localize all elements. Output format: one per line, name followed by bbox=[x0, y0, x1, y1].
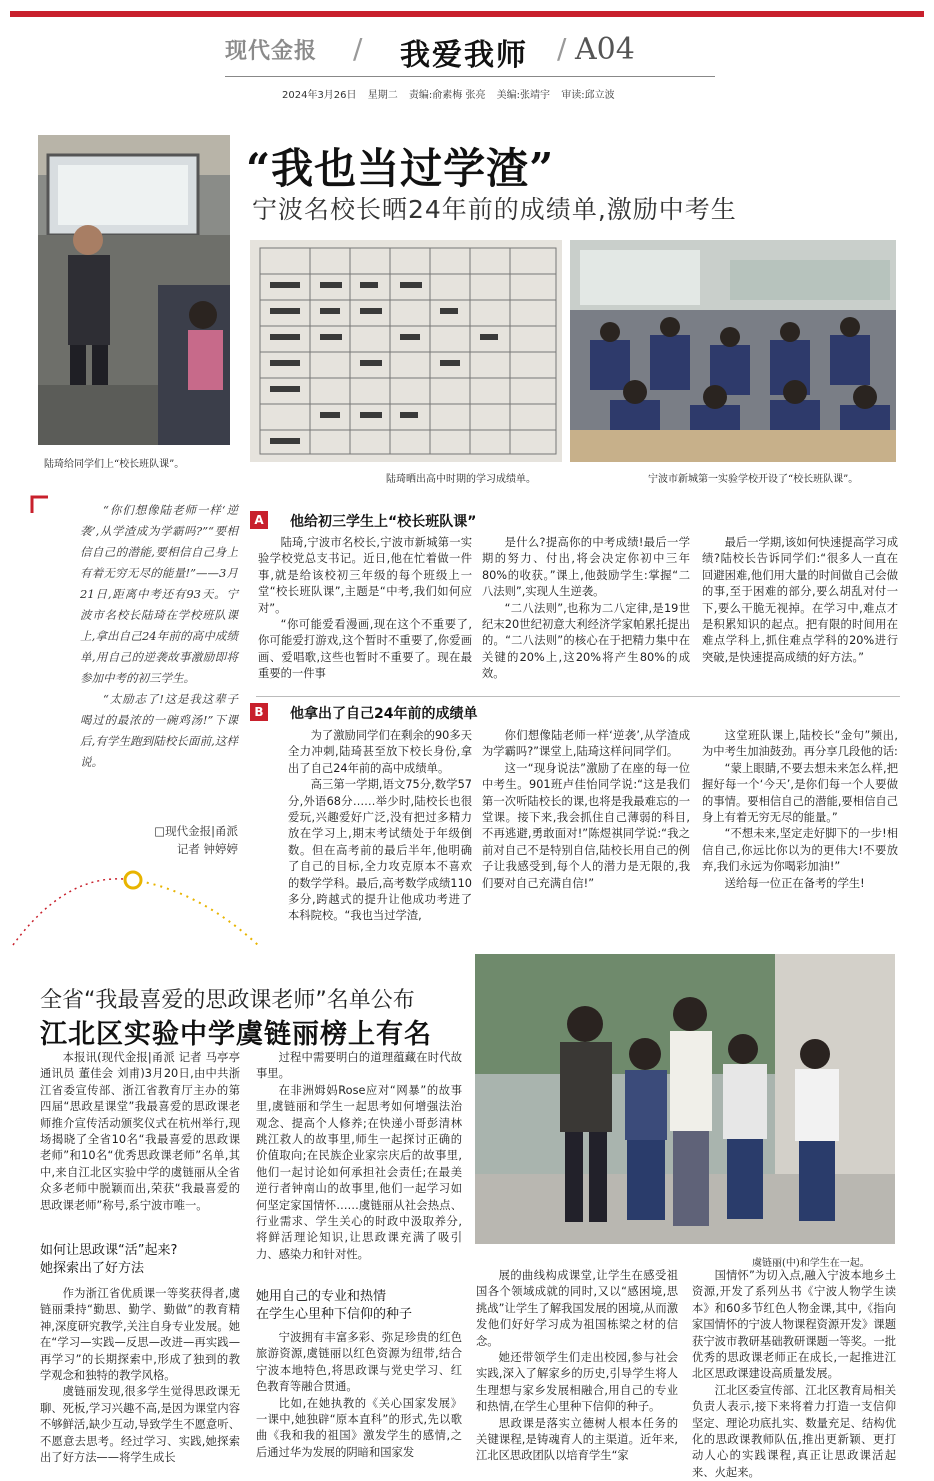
bottom-col1 bbox=[40, 1050, 240, 1214]
teacher-students-image bbox=[475, 954, 895, 1244]
paragraph: 为了激励同学们在剩余的90多天全力冲刺,陆琦甚至放下校长身份,拿出了自己24年前的高中成绩单。 bbox=[288, 729, 472, 775]
bottom-subheadline: 全省“我最喜爱的思政课老师”名单公布 bbox=[40, 988, 415, 1013]
paragraph: 她还带领学生们走出校园,参与社会实践,深入了解家乡的历史,引导学生将人生理想与家乡发展相融合,用自己的专业和热情,在学生心里种下信仰的种子。 bbox=[476, 1351, 678, 1414]
teacher-students-photo bbox=[475, 954, 895, 1244]
bottom-sub2-line1: 她用自己的专业和热情 bbox=[256, 1289, 387, 1304]
paragraph: 高三第一学期,语文75分,数学57分,外语68分……举少时,陆校长也很爱玩,兴趣爱好广泛,没有把过多精力放在学习上,期末考试绩处于年级倒数。但在高考前的最后半年,他明确了自己的目标,全力攻克原本不喜欢的数学学科。最后,高考数学成绩110多分,跨越式的提升让他成功考进了本科院校。“我也当过学渣, bbox=[288, 778, 472, 923]
section-a-mark: A bbox=[250, 511, 268, 529]
section-name: 我爱我师 bbox=[400, 38, 528, 73]
designer: 美编:张靖宇 bbox=[496, 90, 551, 101]
bottom-sub2-line2: 在学生心里种下信仰的种子 bbox=[256, 1307, 413, 1322]
paragraph: “二八法则”,也称为二八定律,是19世纪末20世纪初意大利经济学家帕累托提出的。“二八法则”的核心在于把精力集中在关键的20%上,这20%将产生80%的成效。 bbox=[482, 601, 690, 681]
classroom-caption: 宁波市新城第一实验学校开设了“校长班队课”。 bbox=[648, 474, 859, 485]
weekday: 星期二 bbox=[367, 90, 398, 101]
paragraph: 展的曲线构成课堂,让学生在感受祖国各个领域成就的同时,又以“感困境,思挑战”让学生了解我国发展的困境,从而激发他们好好学习成为祖国栋梁之材的信念。 bbox=[476, 1269, 678, 1348]
credit-outlet: □现代金报|甬派 bbox=[154, 824, 238, 838]
section-a-col2 bbox=[482, 535, 690, 683]
dotted-curve-decoration bbox=[8, 850, 268, 950]
paragraph: “你可能爱看漫画,现在这个不重要了,你可能爱打游戏,这个暂时不重要了,你爱画画、爱唱歌,这些也暂时不重要了。现在最重要的一件事 bbox=[258, 618, 472, 681]
report-card-photo bbox=[250, 240, 562, 462]
masthead-slash: / bbox=[353, 32, 363, 65]
paragraph: 江北区委宣传部、江北区教育局相关负责人表示,接下来将着力打造一支信仰坚定、理论功底扎实、数量充足、结构优化的思政课教师队伍,推出更新颖、更打动人心的实践课程,真正让思政课活起来、火起来。 bbox=[692, 1383, 896, 1479]
subheadline: 宁波名校长晒24年前的成绩单,激励中考生 bbox=[252, 195, 737, 224]
paragraph: 送给每一位正在备考的学生! bbox=[724, 876, 865, 890]
byline bbox=[282, 86, 623, 101]
date: 2024年3月26日 bbox=[282, 90, 357, 101]
paragraph: 虞链丽发现,很多学生觉得思政课无聊、死板,学习兴趣不高,是因为课堂内容不够鲜活,缺少互动,导致学生不愿意听、不愿意去思考。经过学习、实践,她探索出了好方法——将学生成长 bbox=[40, 1385, 240, 1465]
bottom-sub1-line1: 如何让思政课“活”起来? bbox=[40, 1243, 178, 1258]
teacher-photo bbox=[38, 135, 230, 445]
paper-name: 现代金报 bbox=[225, 39, 318, 64]
bottom-photo-caption: 虞链丽(中)和学生在一起。 bbox=[752, 1258, 870, 1269]
paragraph: 过程中需要明白的道理蕴藏在时代故事里。 bbox=[256, 1051, 462, 1081]
pull-quote bbox=[80, 500, 238, 773]
paragraph: 宁波拥有丰富多彩、弥足珍贵的红色旅游资源,虞链丽以红色资源为纽带,结合宁波本地特色,将思政课与党史学习、红色教育等融合贯通。 bbox=[256, 1331, 462, 1394]
paragraph: 陆琦,宁波市名校长,宁波市新城第一实验学校党总支书记。近日,他在忙着做一件事,就是给该校初三年级的每个班级上一堂“校长班队课”,主题是“中考,我们如何应对”。 bbox=[258, 536, 472, 615]
section-a-title: 他给初三学生上“校长班队课” bbox=[290, 514, 477, 530]
paragraph: 在非洲姆妈Rose应对“网暴”的故事里,虞链丽和学生一起思考如何增强法治观念、提高个人修养;在快递小哥彭清林跳江救人的故事里,师生一起探讨正确的价值取向;在民族企业家宗庆后的故事里,他们一起讨论如何承担社会责任;在最美逆行者钟南山的故事里,他们一起学习如何坚定家国情怀……虞链丽从社会热点、行业需求、学生关心的时政中汲取养分,将鲜活理论知识,让思政课充满了吸引力、感染力和针对性。 bbox=[256, 1083, 462, 1261]
paragraph: 本报讯(现代金报|甬派 记者 马亭亭 通讯员 董佳会 刘甫)3月20日,由中共浙江省委宣传部、浙江省教育厅主办的第四届“思政星课堂”我最喜爱的思政课老师推介宣传活动颁奖仪式在杭州举行,现场揭晓了全省10名“我最喜爱的思政课老师”和10名“优秀思政课老师”名单,其中,来自江北区实验中学的虞链丽从全省众多老师中脱颖而出,荣获“我最喜爱的思政课老师”称号,系宁波市唯一。 bbox=[40, 1051, 240, 1212]
paragraph: 你们想像陆老师一样‘逆袭’,从学渣成为学霸吗?”课堂上,陆琦这样问同学们。 bbox=[482, 729, 690, 759]
bottom-headline: 江北区实验中学虞链丽榜上有名 bbox=[40, 1019, 432, 1050]
bottom-col2 bbox=[256, 1050, 462, 1263]
section-a-col3 bbox=[702, 535, 898, 666]
editors: 责编:俞素梅 张亮 bbox=[408, 90, 486, 101]
bottom-sub1 bbox=[40, 1242, 240, 1278]
paragraph: 是什么?提高你的中考成绩!最后一学期的努力、付出,将会决定你初中三年80%的收获。”课上,他鼓励学生:掌握“二八法则”,实现人生逆袭。 bbox=[482, 536, 690, 599]
classroom-image bbox=[570, 240, 896, 462]
classroom-photo bbox=[570, 240, 896, 462]
report-card-image bbox=[250, 240, 562, 462]
teacher-photo-image bbox=[38, 135, 230, 445]
quote-corner-icon bbox=[30, 495, 50, 515]
bottom-col3 bbox=[476, 1268, 678, 1465]
masthead-slash: / bbox=[557, 32, 567, 65]
section-divider bbox=[256, 696, 900, 697]
paragraph: 这一“现身说法”激励了在座的每一位中考生。901班卢佳怡同学说:“这是我们第一次听陆校长的课,也将是我最难忘的一堂课。接下来,我会抓住自己薄弱的科目,不再逃避,勇敢面对!”陈煜祺同学说:“我之前对自己不是特别自信,陆校长用自己的例子让我感受到,每个人的潜力是无限的,我们要对自己充满自信!” bbox=[482, 761, 690, 890]
bottom-col2b bbox=[256, 1330, 462, 1461]
paragraph: 思政课是落实立德树人根本任务的关键课程,是铸魂育人的主渠道。近年来,江北区思政团队以培育学生“家 bbox=[476, 1416, 678, 1463]
paragraph: 国情怀”为切入点,融入宁波本地乡土资源,开发了系列丛书《宁波人物学生读本》和60多节红色人物金课,其中,《指向家国情怀的宁波人物课程资源开发》课题获宁波市教研基础教研课题一等奖。一批优秀的思政课老师正在成长,一起推进江北区思政课建设高质量发展。 bbox=[692, 1269, 896, 1381]
bottom-col4 bbox=[692, 1268, 896, 1481]
section-b-col3 bbox=[702, 728, 898, 892]
section-b-col1 bbox=[288, 728, 472, 925]
page-number: A04 bbox=[575, 32, 635, 67]
top-red-bar bbox=[10, 11, 924, 17]
paragraph: “不想未来,坚定走好脚下的一步!相信自己,你远比你以为的更伟大!不要放弃,我们永远为你喝彩加油!” bbox=[702, 827, 898, 874]
section-b-title: 他拿出了自己24年前的成绩单 bbox=[290, 706, 478, 722]
paragraph: 最后一学期,该如何快速提高学习成绩?陆校长告诉同学们:“很多人一直在回避困难,他们用大量的时间做自己会做的事,至于困难的部分,要么胡乱对付一下,要么干脆无视掉。在学习中,难点才是积累知识的起点。把有限的时间用在难点学科上,抓住难点学科的20%进行突破,是快速提高成绩的好方法。” bbox=[702, 536, 898, 664]
teacher-photo-caption: 陆琦给同学们上“校长班队课”。 bbox=[44, 459, 185, 470]
paragraph: 比如,在她执教的《关心国家发展》一课中,她独辟“原本直科”的形式,先以歌曲《我和我的祖国》激发学生的感情,之后通过华为发展的阴暗和国家发 bbox=[256, 1396, 462, 1459]
paragraph: “蒙上眼睛,不要去想未来怎么样,把握好每一个‘今天’,是你们每一个人要做的事情。要相信自己的潜能,要相信自己身上有着无穷无尽的能量。” bbox=[702, 761, 898, 825]
bottom-col1b bbox=[40, 1286, 240, 1466]
bottom-sub1-line2: 她探索出了好方法 bbox=[40, 1261, 145, 1276]
masthead bbox=[225, 28, 715, 77]
section-b-col2 bbox=[482, 728, 690, 892]
pull-quote-p2: “太励志了!这是我这辈子喝过的最浓的一碗鸡汤!”下课后,有学生跑到陆校长面前,这样说。 bbox=[80, 692, 238, 769]
section-b-mark: B bbox=[250, 703, 268, 721]
section-a-col1 bbox=[258, 535, 472, 683]
pull-quote-p1: “你们想像陆老师一样‘逆袭’,从学渣成为学霸吗?”“要相信自己的潜能,要相信自己身上有着无穷无尽的能量!”——3月21日,距离中考还有93天。宁波市名校长陆琦在学校班队课上,拿出自己24年前的高中成绩单,用自己的逆袭故事激励即将参加中考的初三学生。 bbox=[80, 503, 238, 685]
paragraph: 这堂班队课上,陆校长“金句”频出,为中考生加油鼓劲。再分享几段他的话: bbox=[702, 729, 898, 759]
report-card-caption: 陆琦晒出高中时期的学习成绩单。 bbox=[386, 474, 536, 485]
headline: “我也当过学渣” bbox=[246, 144, 555, 193]
credit-reporter: 记者 钟婷婷 bbox=[176, 842, 238, 856]
bottom-sub2 bbox=[256, 1288, 462, 1324]
paragraph: 作为浙江省优质课一等奖获得者,虞链丽秉持“勤思、勤学、勤做”的教育精神,深度研究教学,关注自身专业发展。她在“学习—实践—反思—改进—再实践—再学习”的长期探索中,形成了独到的教学观念和独特的教学风格。 bbox=[40, 1287, 240, 1383]
reviewer: 审读:邱立波 bbox=[561, 90, 615, 101]
